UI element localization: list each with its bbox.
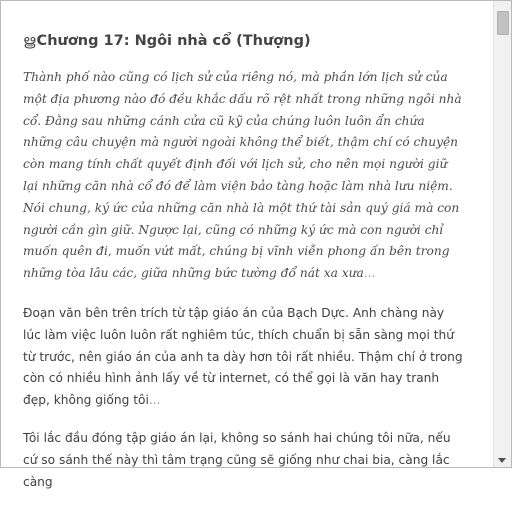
epigraph-quote-text: Thành phố nào cũng có lịch sử của riêng nó, mà phần lớn lịch sử của một địa phương nào đó đều khắc dấu rõ rệt nhất trong những ngôi nhà cổ. Đằng sau những cánh cửa cũ kỹ của chúng luôn luôn ẩn chứa những câu chuyện mà người ngoài không thể biết, thậm chí có chuyện còn mang tính chất quyết định đối với lịch sử, cho nên mọi người giữ lại những căn nhà cổ đó để làm viện bảo tàng hoặc làm nhà lưu niệm. Nói chung, ký ức của những căn nhà là một thứ tài sản quý giá mà con người cần gìn giữ. Ngược lại, cũng có những ký ức mà con người chỉ muốn quên đi, muốn vứt mất, chúng bị vĩnh viễn phong ấn bên trong những tòa lâu các, giữa những bức tường đổ nát xa xưa [23,70,462,281]
paragraph-1-text: Đoạn văn bên trên trích từ tập giáo án của Bạch Dực. Anh chàng này lúc làm việc luôn luôn rất nghiêm túc, thích chuẩn bị sẵn sàng mọi thứ từ trước, nên giáo án của anh ta dày hơn tôi rất nhiều. Thậm chí ở trong còn có nhiều hình ảnh lấy về từ internet, có thể gọi là văn hay tranh đẹp, không giống tôi [23,305,463,408]
chapter-title-text: Chương 17: Ngôi nhà cổ (Thượng) [36,33,311,49]
scrollbar-thumb[interactable] [497,11,509,35]
paragraph-1-ellipsis: ... [148,393,161,408]
paragraph-1 [23,303,465,412]
epigraph-quote [23,67,465,285]
chapter-title [23,31,465,51]
vertical-scrollbar[interactable] [493,1,511,467]
scroll-down-arrow-icon[interactable] [498,458,506,463]
chapter-flourish: ൠ [23,33,36,49]
paragraph-2 [23,428,465,493]
paragraph-2-text: Tôi lắc đầu đóng tập giáo án lại, không so sánh hai chúng tôi nữa, nếu cứ so sánh thế này thì tâm trạng cũng sẽ giống như chai bia, càng lắc càng [23,430,451,489]
chapter-content [23,31,465,509]
epigraph-ellipsis: ... [363,266,376,281]
